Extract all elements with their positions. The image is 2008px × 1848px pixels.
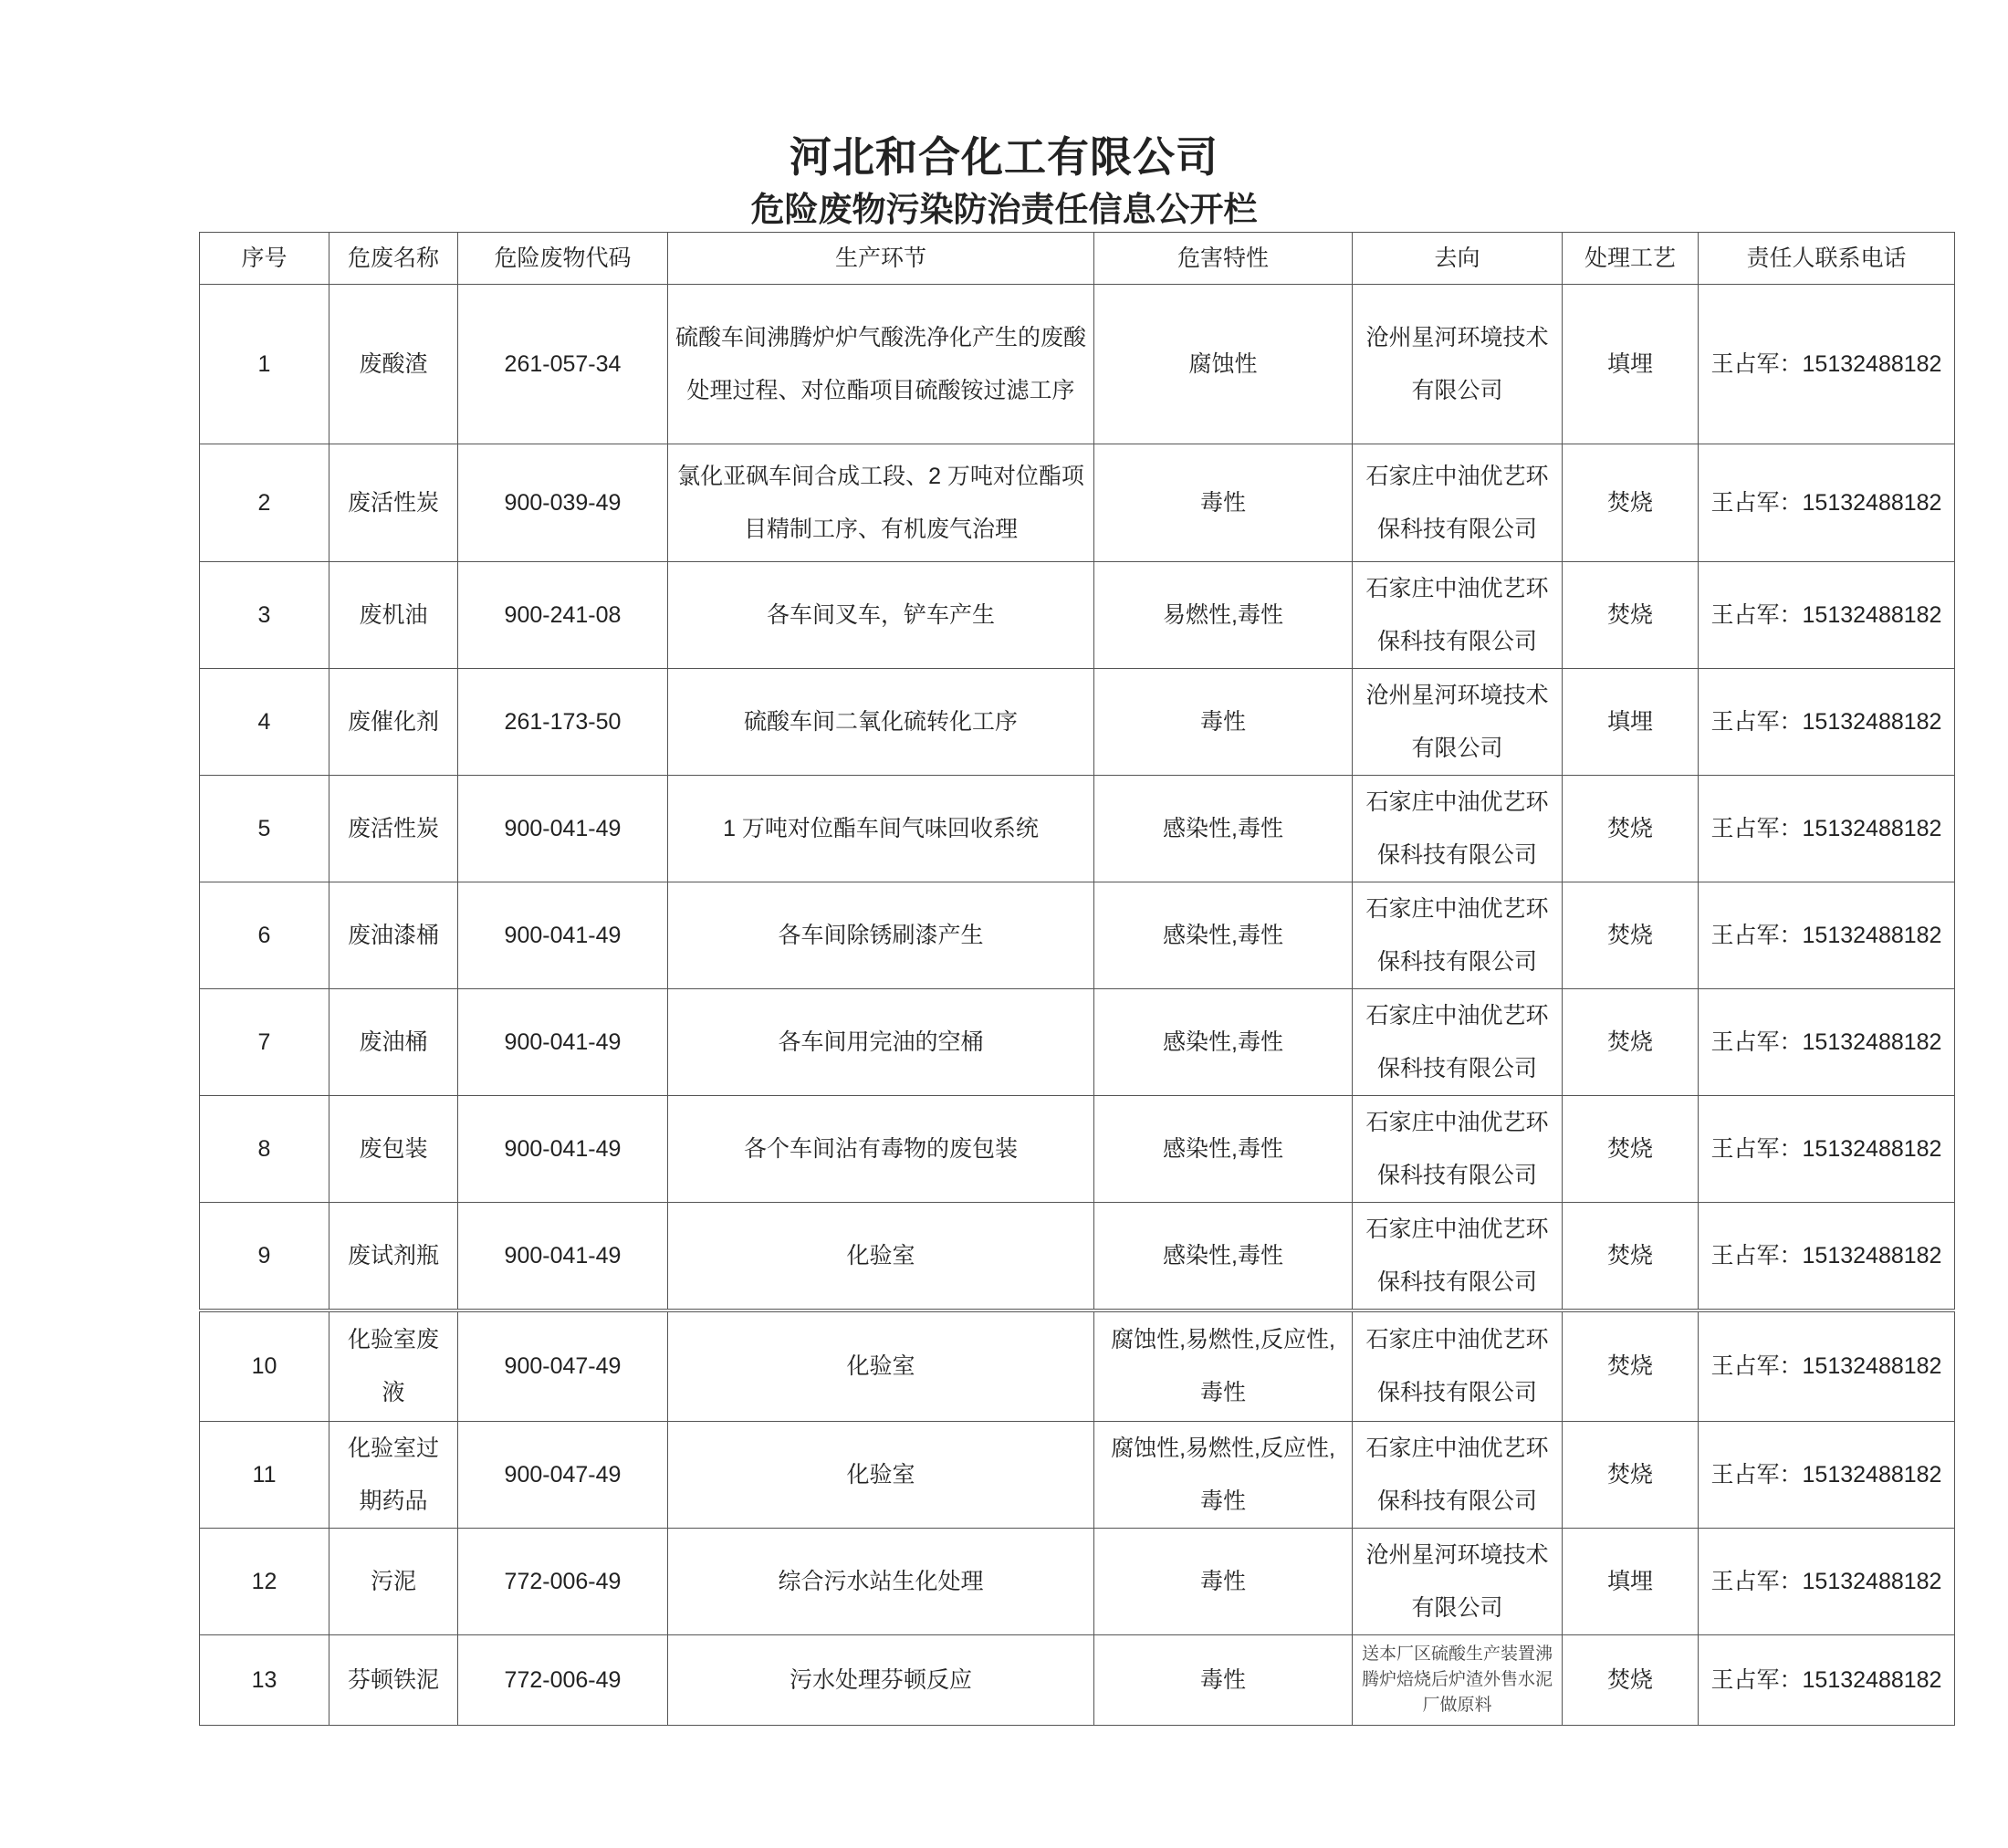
cell-destination: 石家庄中油优艺环保科技有限公司 (1353, 989, 1563, 1096)
cell-index: 7 (200, 989, 329, 1096)
cell-index: 8 (200, 1096, 329, 1203)
cell-waste-name: 化验室废液 (329, 1310, 458, 1421)
cell-contact: 王占军：15132488182 (1699, 444, 1955, 562)
cell-production-stage: 各车间用完油的空桶 (668, 989, 1094, 1096)
cell-contact: 王占军：15132488182 (1699, 882, 1955, 989)
cell-treatment: 填埋 (1563, 669, 1699, 776)
cell-hazard: 感染性,毒性 (1094, 989, 1353, 1096)
cell-destination: 石家庄中油优艺环保科技有限公司 (1353, 1203, 1563, 1311)
table-row (200, 1634, 1955, 1725)
cell-index: 1 (200, 285, 329, 444)
cell-waste-code: 900-041-49 (458, 989, 668, 1096)
cell-index: 5 (200, 776, 329, 882)
cell-index: 4 (200, 669, 329, 776)
cell-index: 12 (200, 1528, 329, 1634)
table-row (200, 1203, 1955, 1311)
cell-hazard: 感染性,毒性 (1094, 776, 1353, 882)
table-row (200, 1310, 1955, 1421)
cell-contact: 王占军：15132488182 (1699, 1634, 1955, 1725)
header-col-destination: 去向 (1353, 233, 1563, 285)
cell-hazard: 毒性 (1094, 444, 1353, 562)
table-row (200, 669, 1955, 776)
cell-waste-code: 261-173-50 (458, 669, 668, 776)
cell-contact: 王占军：15132488182 (1699, 1310, 1955, 1421)
table-row (200, 1096, 1955, 1203)
table-row (200, 444, 1955, 562)
cell-index: 3 (200, 562, 329, 669)
cell-treatment: 焚烧 (1563, 776, 1699, 882)
cell-index: 9 (200, 1203, 329, 1311)
cell-treatment: 填埋 (1563, 285, 1699, 444)
cell-hazard: 腐蚀性,易燃性,反应性,毒性 (1094, 1421, 1353, 1528)
cell-hazard: 毒性 (1094, 1528, 1353, 1634)
cell-waste-code: 900-041-49 (458, 882, 668, 989)
cell-destination: 沧州星河环境技术有限公司 (1353, 285, 1563, 444)
cell-hazard: 感染性,毒性 (1094, 1096, 1353, 1203)
cell-production-stage: 综合污水站生化处理 (668, 1528, 1094, 1634)
cell-treatment: 焚烧 (1563, 1203, 1699, 1311)
cell-contact: 王占军：15132488182 (1699, 989, 1955, 1096)
cell-destination: 石家庄中油优艺环保科技有限公司 (1353, 1310, 1563, 1421)
cell-waste-name: 污泥 (329, 1528, 458, 1634)
cell-destination: 石家庄中油优艺环保科技有限公司 (1353, 562, 1563, 669)
table-row (200, 882, 1955, 989)
cell-contact: 王占军：15132488182 (1699, 669, 1955, 776)
cell-treatment: 填埋 (1563, 1528, 1699, 1634)
table-row (200, 989, 1955, 1096)
cell-contact: 王占军：15132488182 (1699, 1421, 1955, 1528)
cell-treatment: 焚烧 (1563, 1634, 1699, 1725)
cell-contact: 王占军：15132488182 (1699, 285, 1955, 444)
cell-production-stage: 1 万吨对位酯车间气味回收系统 (668, 776, 1094, 882)
header-col-waste-name: 危废名称 (329, 233, 458, 285)
cell-waste-name: 废试剂瓶 (329, 1203, 458, 1311)
cell-waste-name: 废包装 (329, 1096, 458, 1203)
cell-waste-name: 废活性炭 (329, 776, 458, 882)
cell-destination: 石家庄中油优艺环保科技有限公司 (1353, 882, 1563, 989)
cell-hazard: 腐蚀性,易燃性,反应性,毒性 (1094, 1310, 1353, 1421)
cell-hazard: 毒性 (1094, 669, 1353, 776)
cell-waste-code: 900-041-49 (458, 1096, 668, 1203)
cell-treatment: 焚烧 (1563, 562, 1699, 669)
table-row (200, 285, 1955, 444)
cell-waste-name: 废油漆桶 (329, 882, 458, 989)
header-col-contact: 责任人联系电话 (1699, 233, 1955, 285)
cell-destination: 沧州星河环境技术有限公司 (1353, 669, 1563, 776)
cell-waste-name: 废活性炭 (329, 444, 458, 562)
cell-production-stage: 化验室 (668, 1203, 1094, 1311)
cell-production-stage: 污水处理芬顿反应 (668, 1634, 1094, 1725)
cell-waste-code: 900-041-49 (458, 776, 668, 882)
table-header-row (200, 233, 1955, 285)
cell-destination: 石家庄中油优艺环保科技有限公司 (1353, 1421, 1563, 1528)
header-col-index: 序号 (200, 233, 329, 285)
cell-index: 6 (200, 882, 329, 989)
cell-destination: 石家庄中油优艺环保科技有限公司 (1353, 444, 1563, 562)
cell-treatment: 焚烧 (1563, 444, 1699, 562)
cell-destination: 石家庄中油优艺环保科技有限公司 (1353, 776, 1563, 882)
company-title: 河北和合化工有限公司 (790, 133, 1218, 181)
cell-waste-code: 900-041-49 (458, 1203, 668, 1311)
cell-contact: 王占军：15132488182 (1699, 1096, 1955, 1203)
cell-destination: 送本厂区硫酸生产装置沸腾炉焙烧后炉渣外售水泥厂做原料 (1353, 1634, 1563, 1725)
cell-waste-name: 废催化剂 (329, 669, 458, 776)
cell-contact: 王占军：15132488182 (1699, 1203, 1955, 1311)
cell-production-stage: 硫酸车间沸腾炉炉气酸洗净化产生的废酸处理过程、对位酯项目硫酸铵过滤工序 (668, 285, 1094, 444)
table-row (200, 1528, 1955, 1634)
cell-hazard: 毒性 (1094, 1634, 1353, 1725)
cell-waste-name: 废酸渣 (329, 285, 458, 444)
hazardous-waste-table (199, 232, 1955, 1726)
cell-production-stage: 硫酸车间二氧化硫转化工序 (668, 669, 1094, 776)
cell-index: 13 (200, 1634, 329, 1725)
cell-destination: 石家庄中油优艺环保科技有限公司 (1353, 1096, 1563, 1203)
cell-production-stage: 化验室 (668, 1421, 1094, 1528)
cell-contact: 王占军：15132488182 (1699, 562, 1955, 669)
header-col-production-stage: 生产环节 (668, 233, 1094, 285)
cell-destination: 沧州星河环境技术有限公司 (1353, 1528, 1563, 1634)
cell-hazard: 腐蚀性 (1094, 285, 1353, 444)
cell-production-stage: 各个车间沾有毒物的废包装 (668, 1096, 1094, 1203)
cell-waste-code: 900-047-49 (458, 1310, 668, 1421)
cell-waste-name: 废油桶 (329, 989, 458, 1096)
cell-production-stage: 化验室 (668, 1310, 1094, 1421)
cell-waste-code: 900-241-08 (458, 562, 668, 669)
cell-hazard: 易燃性,毒性 (1094, 562, 1353, 669)
cell-waste-code: 261-057-34 (458, 285, 668, 444)
cell-treatment: 焚烧 (1563, 1421, 1699, 1528)
header-col-treatment: 处理工艺 (1563, 233, 1699, 285)
cell-waste-name: 废机油 (329, 562, 458, 669)
cell-index: 11 (200, 1421, 329, 1528)
cell-contact: 王占军：15132488182 (1699, 1528, 1955, 1634)
cell-contact: 王占军：15132488182 (1699, 776, 1955, 882)
table-row (200, 1421, 1955, 1528)
table-row (200, 776, 1955, 882)
table-row (200, 562, 1955, 669)
cell-index: 10 (200, 1310, 329, 1421)
cell-production-stage: 各车间叉车，铲车产生 (668, 562, 1094, 669)
cell-treatment: 焚烧 (1563, 1096, 1699, 1203)
cell-waste-name: 化验室过期药品 (329, 1421, 458, 1528)
header-col-hazard: 危害特性 (1094, 233, 1353, 285)
cell-treatment: 焚烧 (1563, 882, 1699, 989)
cell-hazard: 感染性,毒性 (1094, 882, 1353, 989)
cell-treatment: 焚烧 (1563, 1310, 1699, 1421)
page-subtitle: 危险废物污染防治责任信息公开栏 (750, 191, 1258, 228)
cell-production-stage: 氯化亚砜车间合成工段、2 万吨对位酯项目精制工序、有机废气治理 (668, 444, 1094, 562)
cell-treatment: 焚烧 (1563, 989, 1699, 1096)
cell-waste-code: 772-006-49 (458, 1528, 668, 1634)
cell-waste-code: 900-039-49 (458, 444, 668, 562)
cell-waste-code: 900-047-49 (458, 1421, 668, 1528)
cell-production-stage: 各车间除锈刷漆产生 (668, 882, 1094, 989)
header-col-waste-code: 危险废物代码 (458, 233, 668, 285)
cell-index: 2 (200, 444, 329, 562)
cell-waste-name: 芬顿铁泥 (329, 1634, 458, 1725)
cell-waste-code: 772-006-49 (458, 1634, 668, 1725)
cell-hazard: 感染性,毒性 (1094, 1203, 1353, 1311)
